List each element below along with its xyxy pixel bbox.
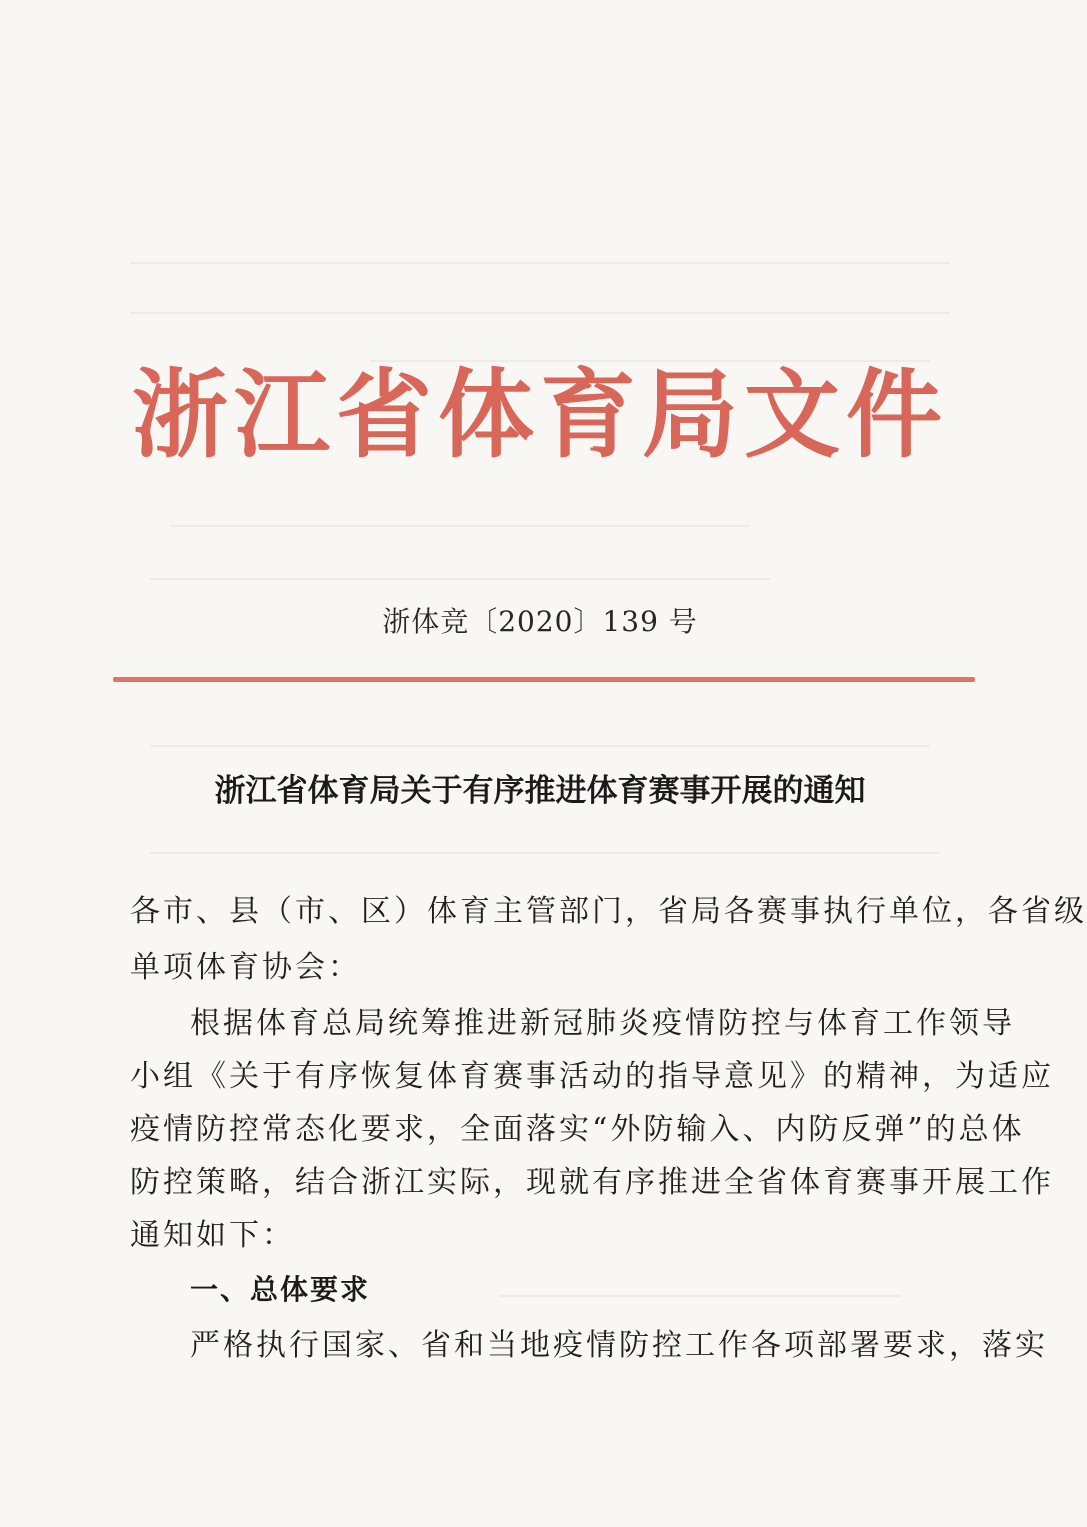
document-title: 浙江省体育局关于有序推进体育赛事开展的通知 [214, 773, 866, 809]
bleed-through-line [170, 525, 750, 527]
bleed-through-line [130, 312, 950, 314]
addressee-line: 各市、县（市、区）体育主管部门，省局各赛事执行单位，各省级 [130, 894, 1087, 929]
paragraph-line: 通知如下： [130, 1218, 295, 1253]
paragraph-line: 防控策略，结合浙江实际，现就有序推进全省体育赛事开展工作 [130, 1165, 1054, 1200]
paragraph-line: 小组《关于有序恢复体育赛事活动的指导意见》的精神，为适应 [130, 1059, 1054, 1094]
bleed-through-line [150, 578, 770, 580]
document-number: 浙体竞〔2020〕139 号 [382, 605, 698, 638]
bleed-through-line [150, 852, 940, 854]
bleed-through-line [130, 262, 950, 264]
red-divider-line [113, 677, 975, 682]
paragraph-line: 根据体育总局统筹推进新冠肺炎疫情防控与体育工作领导 [190, 1006, 1015, 1041]
section-heading: 一、总体要求 [190, 1273, 371, 1306]
bleed-through-line [150, 745, 930, 747]
paragraph-line: 严格执行国家、省和当地疫情防控工作各项部署要求，落实 [190, 1328, 1048, 1363]
masthead-title: 浙江省体育局文件 [132, 359, 948, 471]
paragraph-line: 疫情防控常态化要求，全面落实“外防输入、内防反弹”的总体 [130, 1112, 1025, 1147]
bleed-through-line [500, 1295, 900, 1297]
addressee-line: 单项体育协会： [130, 950, 361, 985]
